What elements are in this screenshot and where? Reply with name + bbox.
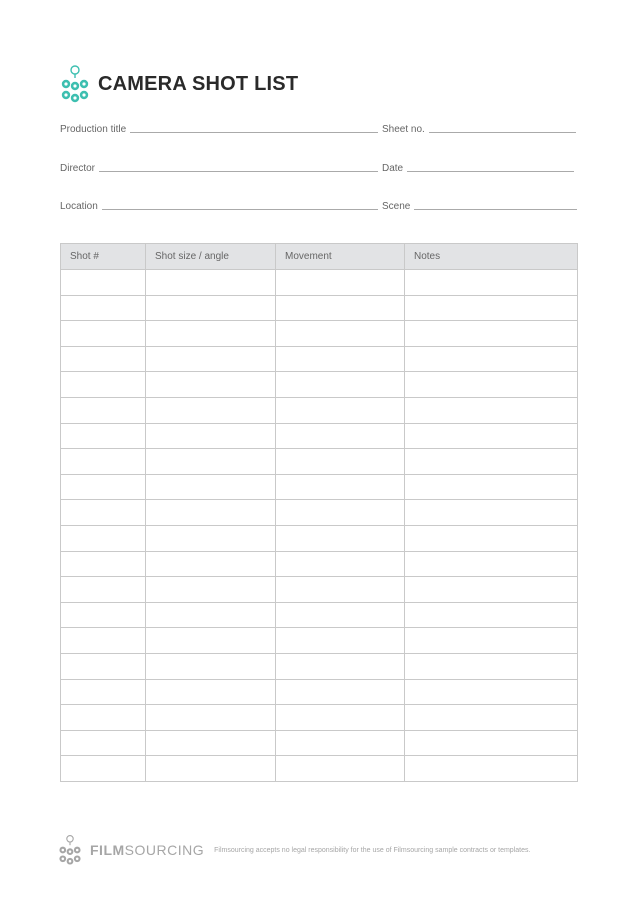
table-cell[interactable] bbox=[405, 397, 578, 423]
table-cell[interactable] bbox=[276, 295, 405, 321]
table-cell[interactable] bbox=[276, 423, 405, 449]
table-cell[interactable] bbox=[276, 474, 405, 500]
table-cell[interactable] bbox=[61, 295, 146, 321]
table-cell[interactable] bbox=[405, 346, 578, 372]
table-row bbox=[61, 423, 578, 449]
table-cell[interactable] bbox=[405, 449, 578, 475]
date-line[interactable] bbox=[407, 171, 574, 172]
sheet-no-label: Sheet no. bbox=[382, 124, 425, 135]
table-cell[interactable] bbox=[405, 372, 578, 398]
table-cell[interactable] bbox=[405, 730, 578, 756]
table-cell[interactable] bbox=[276, 321, 405, 347]
table-cell[interactable] bbox=[61, 500, 146, 526]
table-cell[interactable] bbox=[276, 577, 405, 603]
table-cell[interactable] bbox=[146, 525, 276, 551]
table-cell[interactable] bbox=[146, 756, 276, 782]
table-cell[interactable] bbox=[146, 423, 276, 449]
column-header-notes: Notes bbox=[405, 244, 578, 270]
footer-brand-light: SOURCING bbox=[124, 842, 205, 858]
header bbox=[60, 64, 298, 104]
table-cell[interactable] bbox=[405, 295, 578, 321]
page-title: CAMERA SHOT LIST bbox=[98, 72, 299, 95]
table-cell[interactable] bbox=[61, 525, 146, 551]
table-cell[interactable] bbox=[61, 397, 146, 423]
table-cell[interactable] bbox=[276, 756, 405, 782]
table-cell[interactable] bbox=[61, 653, 146, 679]
sheet-no-field[interactable] bbox=[382, 122, 576, 136]
table-cell[interactable] bbox=[146, 270, 276, 296]
filmsourcing-logo-icon bbox=[60, 64, 90, 104]
table-row bbox=[61, 525, 578, 551]
column-header-shot-size-angle: Shot size / angle bbox=[146, 244, 276, 270]
table-cell[interactable] bbox=[61, 602, 146, 628]
table-row bbox=[61, 346, 578, 372]
table-cell[interactable] bbox=[146, 346, 276, 372]
table-cell[interactable] bbox=[61, 577, 146, 603]
production-title-label: Production title bbox=[60, 124, 127, 135]
table-cell[interactable] bbox=[61, 705, 146, 731]
table-cell[interactable] bbox=[276, 730, 405, 756]
table-cell[interactable] bbox=[61, 270, 146, 296]
footer-disclaimer: Filmsourcing accepts no legal responsibility for the use of Filmsourcing sample contracts or templates. bbox=[214, 846, 531, 854]
table-cell[interactable] bbox=[146, 397, 276, 423]
table-cell[interactable] bbox=[61, 321, 146, 347]
table-row bbox=[61, 551, 578, 577]
table-row bbox=[61, 756, 578, 782]
scene-line[interactable] bbox=[414, 209, 577, 210]
table-cell[interactable] bbox=[405, 321, 578, 347]
table-cell[interactable] bbox=[276, 346, 405, 372]
table-cell[interactable] bbox=[61, 730, 146, 756]
table-cell[interactable] bbox=[405, 679, 578, 705]
table-cell[interactable] bbox=[61, 372, 146, 398]
date-label: Date bbox=[382, 163, 404, 174]
table-cell[interactable] bbox=[405, 270, 578, 296]
location-field[interactable] bbox=[60, 199, 378, 213]
date-field[interactable] bbox=[382, 161, 574, 175]
table-cell[interactable] bbox=[146, 577, 276, 603]
table-cell[interactable] bbox=[405, 525, 578, 551]
table-cell[interactable] bbox=[276, 551, 405, 577]
table-cell[interactable] bbox=[146, 295, 276, 321]
table-cell[interactable] bbox=[405, 602, 578, 628]
table-cell[interactable] bbox=[405, 577, 578, 603]
table-cell[interactable] bbox=[405, 500, 578, 526]
table-cell[interactable] bbox=[146, 500, 276, 526]
table-row bbox=[61, 397, 578, 423]
table-cell[interactable] bbox=[146, 602, 276, 628]
table-cell[interactable] bbox=[146, 372, 276, 398]
scene-field[interactable] bbox=[382, 199, 577, 213]
table-cell[interactable] bbox=[61, 756, 146, 782]
table-row bbox=[61, 474, 578, 500]
table-cell[interactable] bbox=[146, 730, 276, 756]
table-cell[interactable] bbox=[276, 705, 405, 731]
production-title-field[interactable] bbox=[60, 122, 378, 136]
table-cell[interactable] bbox=[61, 449, 146, 475]
filmsourcing-footer-logo-icon bbox=[58, 833, 82, 867]
table-cell[interactable] bbox=[276, 270, 405, 296]
table-cell[interactable] bbox=[405, 653, 578, 679]
table-cell[interactable] bbox=[61, 551, 146, 577]
table-cell[interactable] bbox=[405, 423, 578, 449]
footer bbox=[58, 832, 578, 868]
footer-brand-bold: FILM bbox=[90, 842, 125, 858]
table-cell[interactable] bbox=[276, 679, 405, 705]
table-row bbox=[61, 372, 578, 398]
table-body bbox=[61, 270, 578, 782]
shot-list-table bbox=[60, 243, 578, 782]
table-header-row bbox=[61, 244, 578, 270]
table-row bbox=[61, 679, 578, 705]
director-label: Director bbox=[60, 163, 96, 174]
table-cell[interactable] bbox=[146, 679, 276, 705]
column-header-movement: Movement bbox=[276, 244, 405, 270]
table-cell[interactable] bbox=[61, 346, 146, 372]
director-line[interactable] bbox=[99, 171, 378, 172]
table-cell[interactable] bbox=[405, 551, 578, 577]
table-cell[interactable] bbox=[276, 653, 405, 679]
table-row bbox=[61, 602, 578, 628]
table-cell[interactable] bbox=[276, 525, 405, 551]
table-row bbox=[61, 500, 578, 526]
table-cell[interactable] bbox=[276, 449, 405, 475]
location-line[interactable] bbox=[102, 209, 378, 210]
table-cell[interactable] bbox=[276, 500, 405, 526]
table-cell[interactable] bbox=[405, 628, 578, 654]
location-label: Location bbox=[60, 201, 98, 212]
table-cell[interactable] bbox=[61, 628, 146, 654]
table-cell[interactable] bbox=[146, 705, 276, 731]
table-cell[interactable] bbox=[146, 628, 276, 654]
footer-brand bbox=[90, 842, 204, 858]
table-cell[interactable] bbox=[405, 756, 578, 782]
table-cell[interactable] bbox=[61, 679, 146, 705]
column-header-shot-number: Shot # bbox=[61, 244, 146, 270]
table-row bbox=[61, 730, 578, 756]
table-cell[interactable] bbox=[405, 474, 578, 500]
table-cell[interactable] bbox=[146, 551, 276, 577]
table-cell[interactable] bbox=[146, 653, 276, 679]
table-cell[interactable] bbox=[146, 474, 276, 500]
table-row bbox=[61, 628, 578, 654]
scene-label: Scene bbox=[382, 201, 411, 212]
table-cell[interactable] bbox=[61, 423, 146, 449]
table-row bbox=[61, 577, 578, 603]
table-cell[interactable] bbox=[276, 602, 405, 628]
table-cell[interactable] bbox=[276, 397, 405, 423]
table-cell[interactable] bbox=[146, 321, 276, 347]
table-row bbox=[61, 705, 578, 731]
table-row bbox=[61, 270, 578, 296]
table-cell[interactable] bbox=[146, 449, 276, 475]
table-cell[interactable] bbox=[276, 372, 405, 398]
table-row bbox=[61, 449, 578, 475]
sheet-no-line[interactable] bbox=[429, 132, 576, 133]
table-cell[interactable] bbox=[61, 474, 146, 500]
production-title-line[interactable] bbox=[130, 132, 378, 133]
table-cell[interactable] bbox=[405, 705, 578, 731]
director-field[interactable] bbox=[60, 161, 378, 175]
table-row bbox=[61, 295, 578, 321]
table-row bbox=[61, 321, 578, 347]
table-cell[interactable] bbox=[276, 628, 405, 654]
table-row bbox=[61, 653, 578, 679]
